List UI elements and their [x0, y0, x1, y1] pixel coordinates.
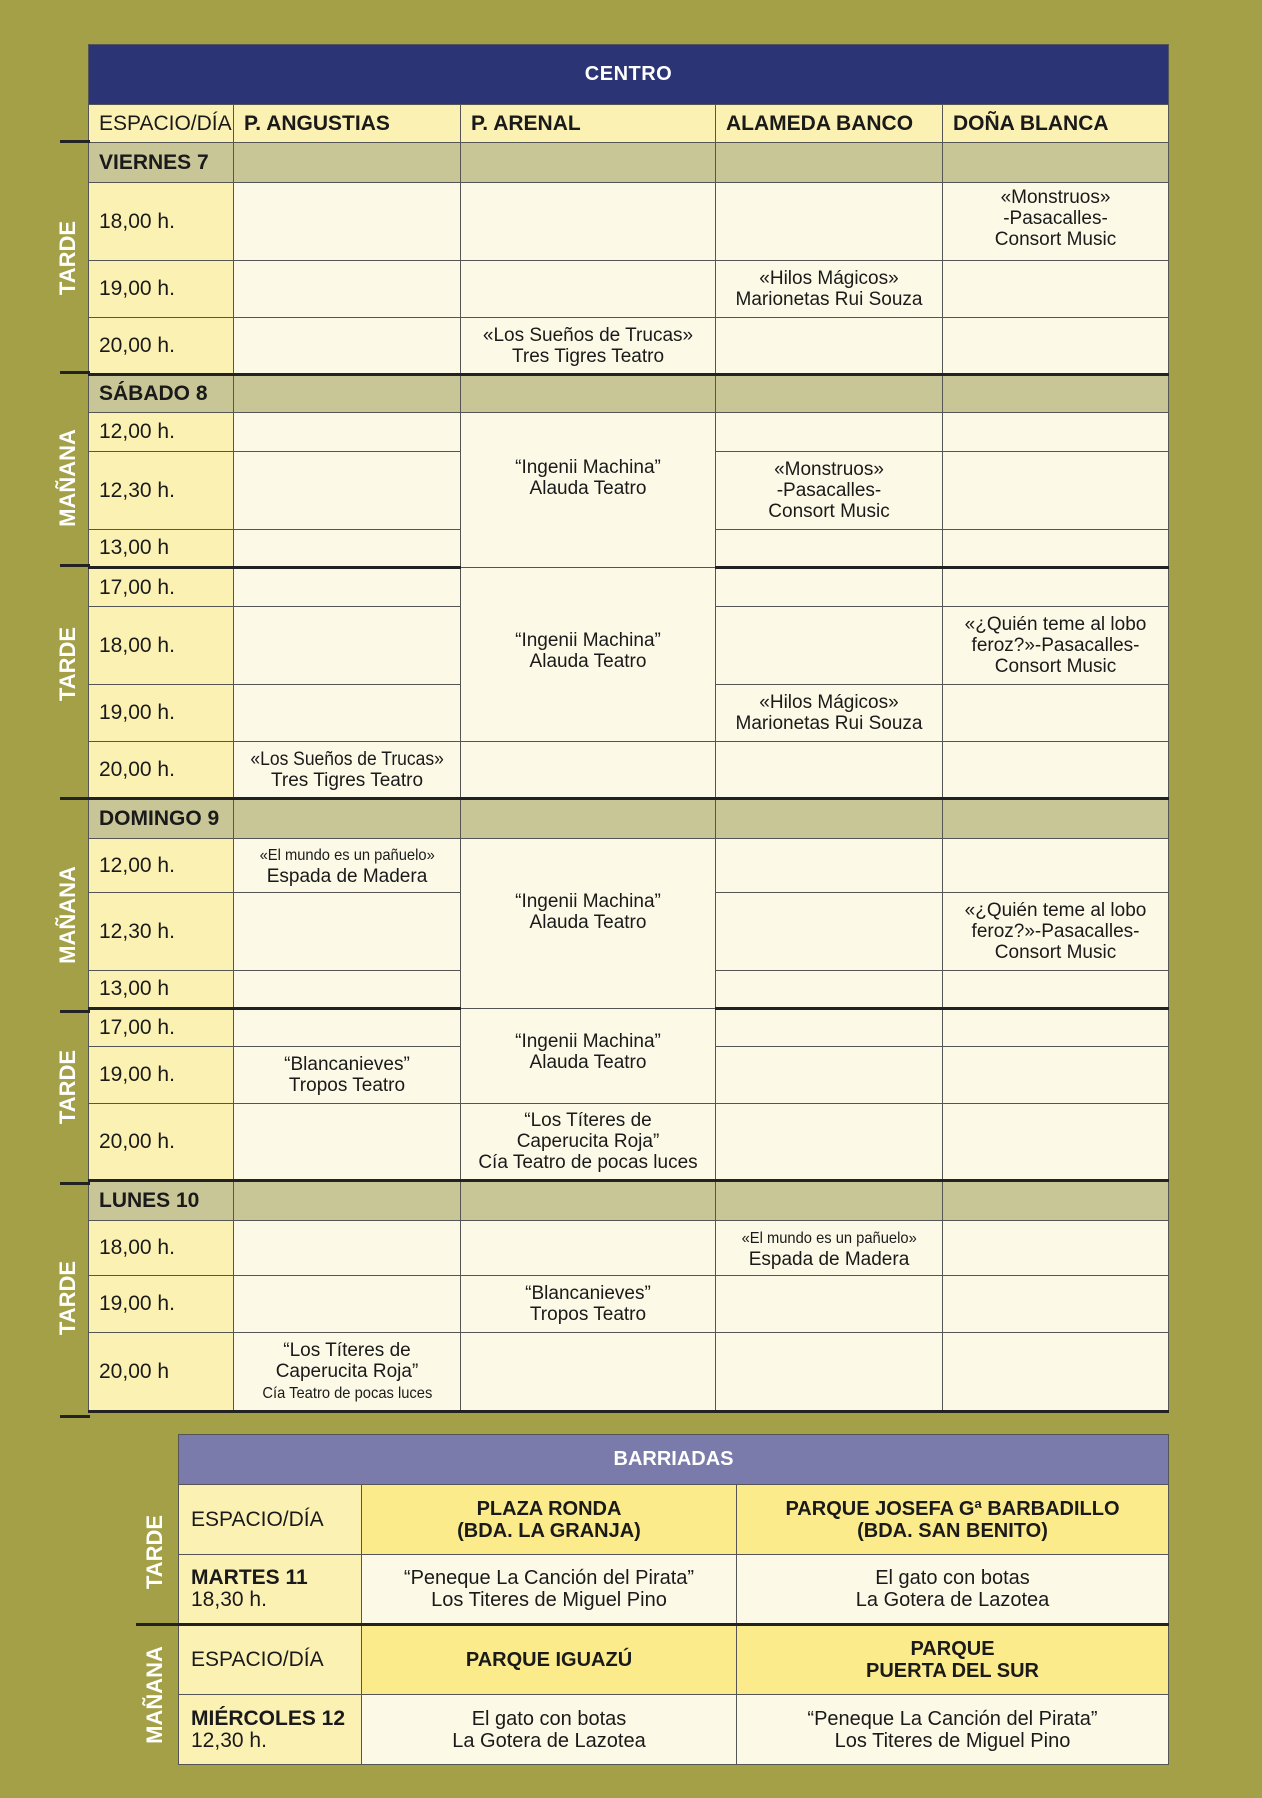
event-cell: “Los Títeres de Caperucita Roja” Cía Teatro de pocas luces [234, 1333, 461, 1412]
barriadas-title: BARRIADAS [179, 1435, 1169, 1485]
group-divider [60, 797, 90, 800]
centro-title: CENTRO [89, 45, 1169, 105]
group-divider [60, 371, 90, 374]
event-cell: «Hilos Mágicos» Marionetas Rui Souza [716, 261, 943, 318]
event-cell: «¿Quién teme al lobo feroz?»-Pasacalles- Consort Music [943, 893, 1169, 971]
col-header-arenal: P. ARENAL [461, 105, 716, 143]
time-label: 18,00 h. [89, 1221, 234, 1276]
event-cell: «El mundo es un pañuelo» Espada de Madera [716, 1221, 943, 1276]
day-cell: MARTES 11 18,30 h. [179, 1555, 362, 1625]
col-header-espacio: ESPACIO/DÍA [89, 105, 234, 143]
event-cell: “Blancanieves” Tropos Teatro [461, 1276, 716, 1333]
time-label: 17,00 h. [89, 1009, 234, 1047]
side-label-tarde: TARDE [55, 626, 80, 702]
col-header-angustias: P. ANGUSTIAS [234, 105, 461, 143]
group-divider [60, 140, 90, 143]
event-cell: El gato con botas La Gotera de Lazotea [737, 1555, 1169, 1625]
event-cell: «El mundo es un pañuelo» Espada de Madera [234, 839, 461, 893]
time-label: 20,00 h. [89, 318, 234, 375]
event-cell: “Peneque La Canción del Pirata” Los Titeres de Miguel Pino [362, 1555, 737, 1625]
event-cell: El gato con botas La Gotera de Lazotea [362, 1695, 737, 1765]
time-label: 19,00 h. [89, 1047, 234, 1104]
event-cell: «Los Sueños de Trucas» Tres Tigres Teatro [461, 318, 716, 375]
espacio-label: ESPACIO/DÍA [179, 1625, 362, 1695]
barriadas-table [178, 1434, 1169, 1765]
event-cell: «Hilos Mágicos» Marionetas Rui Souza [716, 685, 943, 742]
time-label: 19,00 h. [89, 685, 234, 742]
time-label: 19,00 h. [89, 1276, 234, 1333]
event-cell: «Monstruos» -Pasacalles- Consort Music [716, 452, 943, 530]
event-cell: “Ingenii Machina” Alauda Teatro [461, 839, 716, 1009]
group-divider [60, 1415, 90, 1418]
event-cell: “Ingenii Machina” Alauda Teatro [461, 1009, 716, 1104]
centro-table [88, 44, 1169, 1413]
time-label: 18,00 h. [89, 183, 234, 261]
side-label-manana: MAÑANA [55, 429, 80, 527]
time-label: 12,00 h. [89, 839, 234, 893]
group-divider [60, 564, 90, 567]
col-header-dona-blanca: DOÑA BLANCA [943, 105, 1169, 143]
group-divider [60, 1182, 90, 1185]
side-label-manana: MAÑANA [55, 866, 80, 964]
event-cell: “Blancanieves” Tropos Teatro [234, 1047, 461, 1104]
espacio-label: ESPACIO/DÍA [179, 1485, 362, 1555]
day-label: VIERNES 7 [89, 143, 234, 183]
time-label: 19,00 h. [89, 261, 234, 318]
day-label: LUNES 10 [89, 1181, 234, 1221]
place-header: PARQUE PUERTA DEL SUR [737, 1625, 1169, 1695]
time-label: 20,00 h. [89, 1104, 234, 1181]
event-cell: «¿Quién teme al lobo feroz?»-Pasacalles- Consort Music [943, 607, 1169, 685]
side-label-tarde: TARDE [55, 1260, 80, 1336]
side-label-manana: MAÑANA [142, 1646, 167, 1744]
time-label: 20,00 h. [89, 742, 234, 799]
event-cell: “Los Títeres de Caperucita Roja” Cía Teatro de pocas luces [461, 1104, 716, 1181]
event-cell: “Ingenii Machina” Alauda Teatro [461, 413, 716, 568]
time-label: 12,30 h. [89, 452, 234, 530]
day-cell: MIÉRCOLES 12 12,30 h. [179, 1695, 362, 1765]
group-divider [60, 1010, 90, 1013]
time-label: 13,00 h [89, 530, 234, 568]
place-header: PLAZA RONDA (BDA. LA GRANJA) [362, 1485, 737, 1555]
side-label-tarde: TARDE [142, 1514, 167, 1590]
col-header-alameda: ALAMEDA BANCO [716, 105, 943, 143]
day-label: SÁBADO 8 [89, 375, 234, 413]
time-label: 17,00 h. [89, 568, 234, 607]
event-cell: «Los Sueños de Trucas» Tres Tigres Teatro [234, 742, 461, 799]
time-label: 20,00 h [89, 1333, 234, 1412]
side-label-tarde: TARDE [55, 220, 80, 296]
side-label-tarde: TARDE [55, 1049, 80, 1125]
day-label: DOMINGO 9 [89, 799, 234, 839]
event-cell: “Peneque La Canción del Pirata” Los Titeres de Miguel Pino [737, 1695, 1169, 1765]
event-cell: «Monstruos» -Pasacalles- Consort Music [943, 183, 1169, 261]
group-divider [136, 1623, 180, 1626]
time-label: 13,00 h [89, 971, 234, 1009]
place-header: PARQUE JOSEFA Gª BARBADILLO (BDA. SAN BENITO) [737, 1485, 1169, 1555]
place-header: PARQUE IGUAZÚ [362, 1625, 737, 1695]
time-label: 18,00 h. [89, 607, 234, 685]
time-label: 12,30 h. [89, 893, 234, 971]
time-label: 12,00 h. [89, 413, 234, 452]
event-cell: “Ingenii Machina” Alauda Teatro [461, 568, 716, 742]
